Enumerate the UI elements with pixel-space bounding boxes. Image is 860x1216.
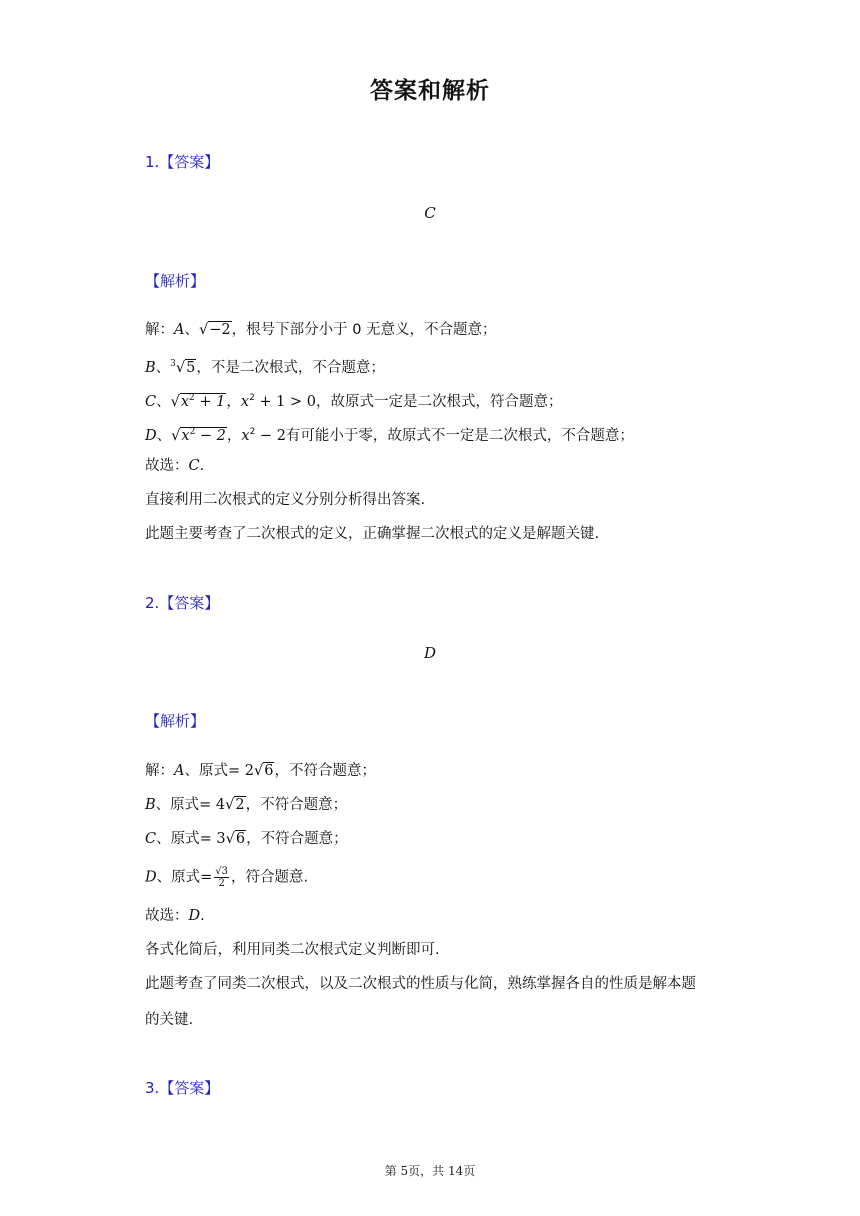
q1-answer-heading: 1.【答案】	[145, 153, 220, 171]
choice: D	[188, 908, 201, 924]
q1-answer-value: C	[424, 204, 436, 222]
radicand: −2	[209, 322, 231, 338]
radicand: 6	[235, 831, 246, 847]
sqrt-expression: √−2	[198, 322, 231, 338]
fraction	[214, 866, 229, 889]
q2-line-3	[145, 829, 348, 849]
radicand: 6	[264, 763, 274, 779]
option-letter: A	[174, 763, 185, 779]
q1-line-7: 此题主要考查了二次根式的定义，正确掌握二次根式的定义是解题关键.	[145, 526, 600, 542]
text: 、	[184, 322, 199, 338]
equals: = 4	[199, 797, 226, 813]
q1-line-3: C、$√x^2 + 1$，$x^2 + 1 > 0$，故原式一定是二次根式，符合题意；	[145, 388, 562, 412]
q2-answer-value: D	[423, 644, 437, 662]
cube-root-expression: $^3$√5	[170, 359, 196, 376]
text: 、原式	[156, 831, 200, 847]
q2-line-8: 的关键.	[145, 1012, 194, 1028]
exponent: 2	[249, 427, 256, 437]
text: ，不符合题意；	[245, 797, 348, 813]
q1-line-4: D、$√x^2 - 2$，$x^2 - 2$有可能小于零，故原式不一定是二次根式，不合题意；	[145, 422, 634, 446]
text: 、原式	[155, 797, 200, 813]
text: ，根号下部分小于 0 无意义，不合题意；	[231, 322, 497, 338]
sqrt-expression: $√x^2 + 1$	[170, 393, 226, 410]
root-index: 3	[170, 359, 176, 369]
text: 解：	[145, 763, 174, 779]
q2-line-2	[145, 795, 347, 815]
exponent: 2	[189, 393, 195, 403]
sqrt-expression: $√x^2 - 2$	[171, 427, 226, 444]
text: .	[200, 908, 205, 924]
option-letter: B	[145, 797, 156, 813]
choice: C	[188, 458, 200, 474]
numerator: √3	[215, 866, 229, 877]
text: ，符合题意.	[231, 869, 309, 886]
text: ，故原式一定是二次根式，符合题意；	[315, 394, 563, 410]
text: + 1	[194, 394, 226, 410]
option-letter: C	[145, 831, 157, 847]
sqrt-expression: √6	[253, 763, 274, 779]
option-letter: B	[145, 360, 156, 376]
var: x	[180, 394, 190, 410]
text: 故选：	[145, 908, 189, 924]
text: 、	[155, 360, 171, 376]
q2-line-5	[145, 906, 205, 926]
q2-line-4	[145, 866, 308, 889]
text: 解：	[145, 322, 174, 338]
option-letter: D	[145, 428, 157, 444]
option-letter: A	[174, 322, 185, 338]
text: ，不是二次根式，不合题意；	[196, 360, 385, 376]
page-footer: 第 5页，共 14页	[384, 1164, 476, 1178]
exponent: 2	[189, 427, 196, 437]
text: 、原式	[156, 869, 201, 886]
text: 、	[156, 428, 172, 444]
equals: = 3	[199, 831, 226, 847]
q1-analysis-heading: 【解析】	[145, 272, 206, 290]
q1-line-1	[145, 320, 497, 340]
text: ，不符合题意；	[246, 831, 348, 847]
q1-line-2	[145, 354, 385, 378]
text: 、原式	[184, 763, 228, 779]
var: x	[240, 394, 250, 410]
text: − 2	[195, 428, 226, 444]
text: 、	[156, 394, 171, 410]
radicand: 2	[235, 797, 245, 813]
inequality: + 1 > 0	[254, 394, 316, 410]
text: 故选：	[145, 458, 189, 474]
expression: − 2	[255, 428, 286, 444]
text: ，不符合题意；	[274, 763, 376, 779]
text: 有可能小于零，故原式不一定是二次根式，不合题意；	[285, 428, 634, 444]
equals: = 2	[227, 763, 254, 779]
exponent: 2	[249, 393, 255, 403]
q2-analysis-heading: 【解析】	[145, 712, 206, 730]
radicand: 5	[186, 360, 196, 376]
option-letter: D	[145, 869, 157, 886]
var: x	[181, 428, 190, 444]
q1-line-5	[145, 456, 204, 476]
sqrt-expression: √2	[225, 797, 245, 813]
option-letter: C	[145, 394, 157, 410]
q2-line-7: 此题考查了同类二次根式，以及二次根式的性质与化简，熟练掌握各自的性质是解本题	[145, 976, 696, 992]
q3-answer-heading: 3.【答案】	[145, 1079, 220, 1097]
q2-line-6: 各式化简后，利用同类二次根式定义判断即可.	[145, 942, 440, 958]
denominator: 2	[218, 878, 225, 889]
sqrt-expression: √6	[225, 831, 246, 847]
q2-line-1	[145, 761, 376, 781]
text: .	[199, 458, 205, 474]
equals: =	[200, 869, 213, 886]
q1-line-6: 直接利用二次根式的定义分别分析得出答案.	[145, 492, 426, 508]
q2-answer-heading: 2.【答案】	[145, 594, 220, 612]
page-title: 答案和解析	[370, 78, 490, 104]
var: x	[241, 428, 250, 444]
